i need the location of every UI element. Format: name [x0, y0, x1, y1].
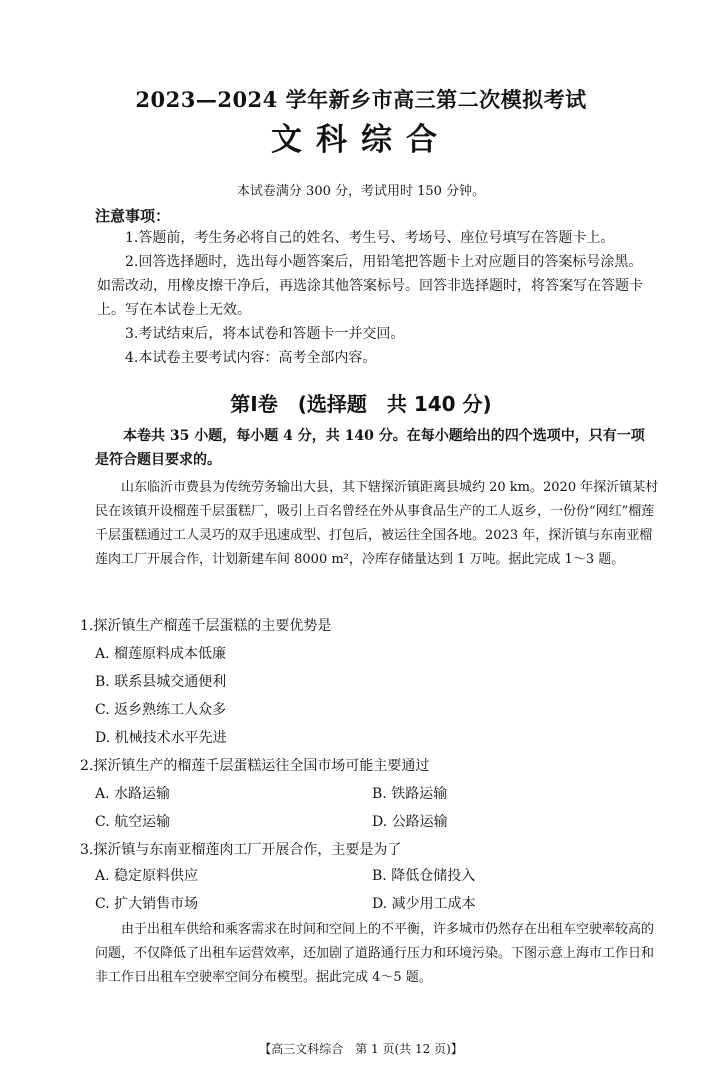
notice-heading: 注意事项： [95, 207, 171, 225]
question-3-stem: 3.探沂镇与东南亚榴莲肉工厂开展合作，主要是为了 [80, 842, 402, 858]
question-2-option-c: C. 航空运输 [95, 814, 171, 830]
question-3-option-c: C. 扩大销售市场 [95, 896, 199, 912]
question-1-option-b: B. 联系县城交通便利 [95, 674, 227, 690]
material-passage-2 [95, 918, 660, 990]
question-1-stem: 1.探沂镇生产榴莲千层蛋糕的主要优势是 [80, 618, 332, 634]
score-time-note: 本试卷满分 300 分，考试用时 150 分钟。 [236, 184, 486, 199]
material-passage-1 [95, 476, 660, 572]
question-2-stem: 2.探沂镇生产的榴莲千层蛋糕运往全国市场可能主要通过 [80, 758, 430, 774]
section-title: 第Ⅰ卷 (选择题 共 140 分) [230, 392, 492, 416]
section-intro-text: 本卷共 35 小题，每小题 4 分，共 140 分。在每小题给出的四个选项中，只有一项是符合题目要求的。 [95, 428, 645, 468]
question-3-option-d: D. 减少用工成本 [372, 896, 476, 912]
section-intro [95, 424, 655, 472]
subject-title: 文科综合 [271, 122, 451, 158]
notice-list [97, 226, 653, 370]
page-footer: 【高三文科综合 第 1 页(共 12 页)】 [259, 1042, 463, 1056]
question-1-option-d: D. 机械技术水平先进 [95, 730, 227, 746]
exam-title: 2023—2024 学年新乡市高三第二次模拟考试 [135, 87, 587, 112]
material-2-text: 由于出租车供给和乘客需求在时间和空间上的不平衡，许多城市仍然存在出租车空驶率较高的问题，不仅降低了出租车运营效率，还加剧了道路通行压力和环境污染。下图示意上海市工作日和非工作日出租车空驶率空间分布模型。据此完成 4～5 题。 [95, 922, 655, 985]
question-2-option-a: A. 水路运输 [95, 786, 171, 802]
question-1-option-c: C. 返乡熟练工人众多 [95, 702, 227, 718]
question-3-option-a: A. 稳定原料供应 [95, 868, 199, 884]
notice-item: 2.回答选择题时，选出每小题答案后，用铅笔把答题卡上对应题目的答案标号涂黑。如需改动，用橡皮擦干净后，再选涂其他答案标号。回答非选择题时，将答案写在答题卡上。写在本试卷上无效。 [97, 254, 643, 318]
question-1-option-a: A. 榴莲原料成本低廉 [95, 646, 227, 662]
notice-item: 4.本试卷主要考试内容：高考全部内容。 [125, 350, 377, 366]
question-2-option-d: D. 公路运输 [372, 814, 448, 830]
question-2-option-b: B. 铁路运输 [372, 786, 448, 802]
question-3-option-b: B. 降低仓储投入 [372, 868, 476, 884]
notice-item: 3.考试结束后，将本试卷和答题卡一并交回。 [125, 326, 405, 342]
material-1-text: 山东临沂市费县为传统劳务输出大县，其下辖探沂镇距离县城约 20 km。2020 年探沂镇某村民在该镇开设榴莲千层蛋糕厂，吸引上百名曾经在外从事食品生产的工人返乡，一份份“网红”榴莲千层蛋糕通过工人灵巧的双手迅速成型、打包后，被运往全国各地。2023 年，探沂镇与东南亚榴莲肉工厂开展合作，计划新建车间 8000 m²，冷库存储量达到 1 万吨。据此完成 1～3 题。 [95, 480, 659, 567]
notice-item: 1.答题前，考生务必将自己的姓名、考生号、考场号、座位号填写在答题卡上。 [125, 230, 615, 246]
